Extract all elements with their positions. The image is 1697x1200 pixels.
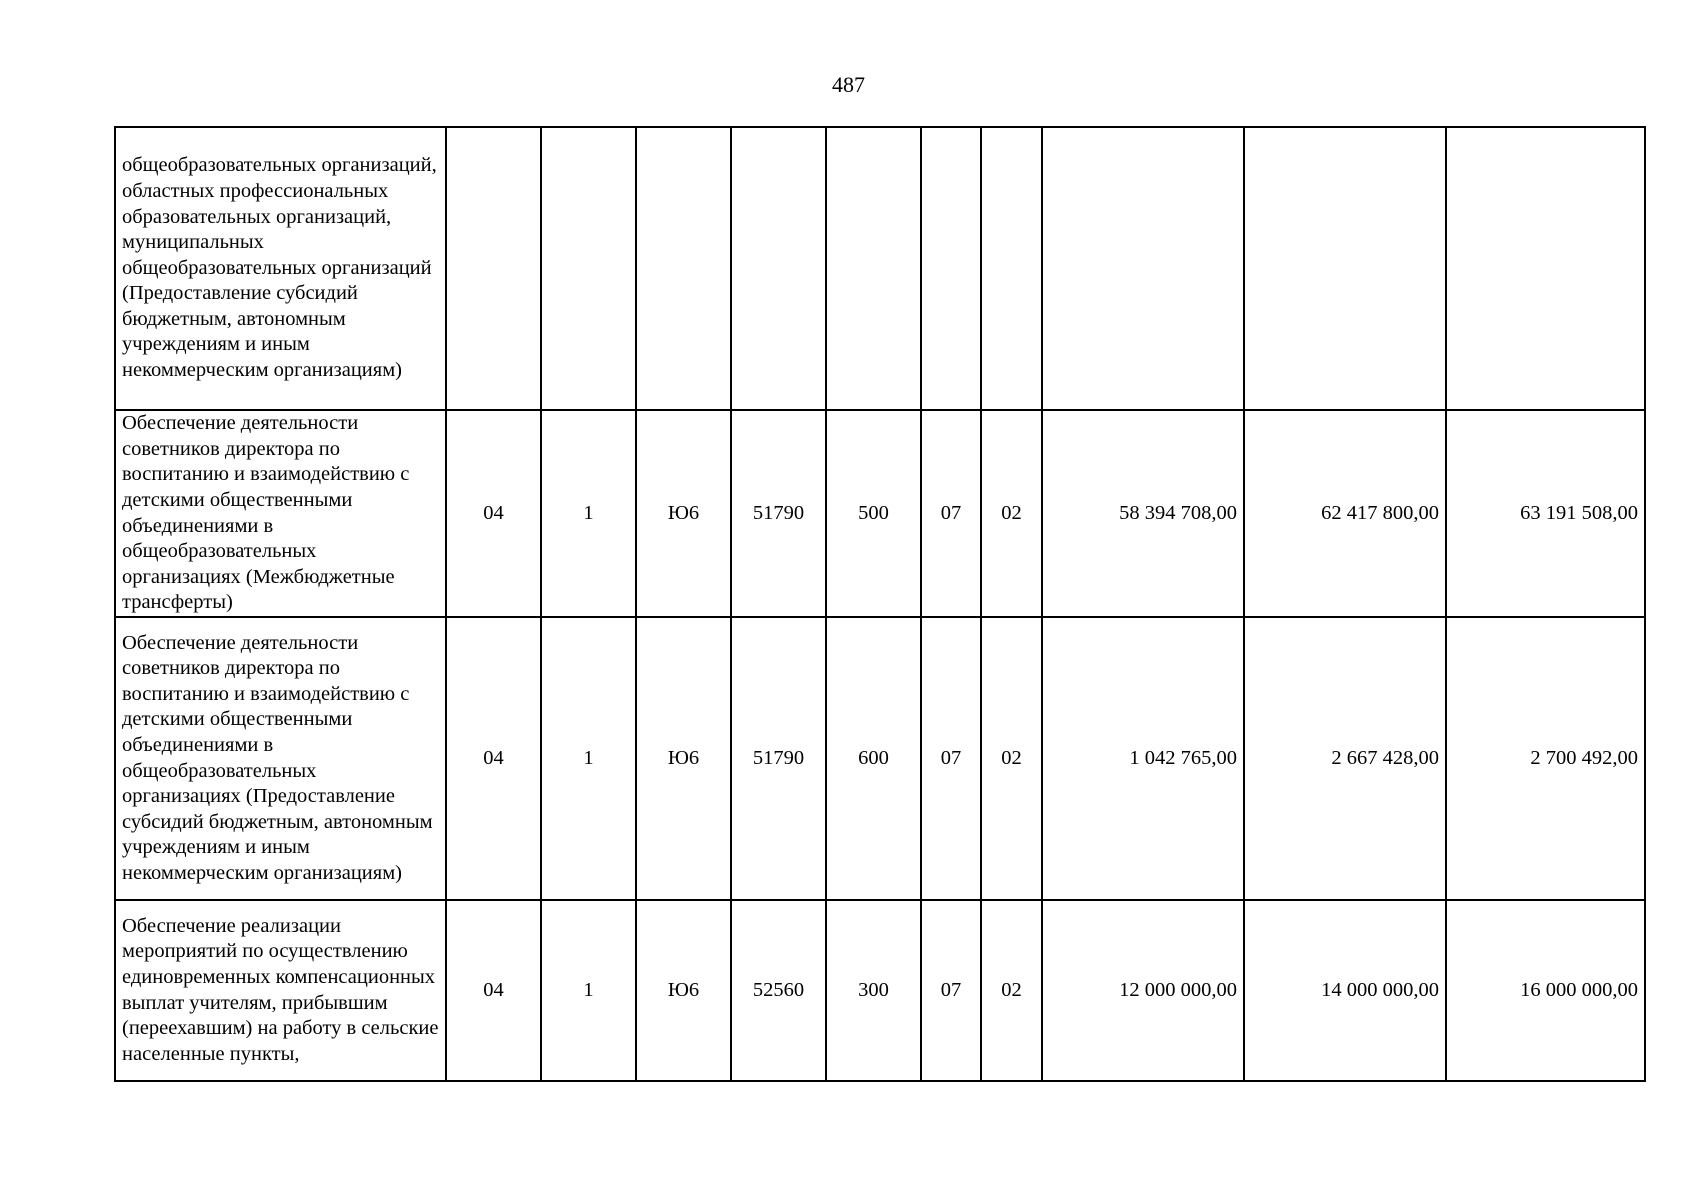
amount-2-cell (1244, 127, 1446, 410)
project-code-cell: Ю6 (636, 617, 731, 900)
row-name-cell: Обеспечение реализации мероприятий по осуществлению единовременных компенсационных выплат учителям, прибывшим (переехавшим) на работу в сельские населенные пункты, (115, 900, 446, 1081)
expense-type-cell (826, 127, 921, 410)
amount-1-cell: 12 000 000,00 (1042, 900, 1244, 1081)
subsection-cell: 02 (981, 617, 1042, 900)
project-code-cell: Ю6 (636, 900, 731, 1081)
amount-3-cell: 2 700 492,00 (1446, 617, 1645, 900)
project-code-cell (636, 127, 731, 410)
amount-1-cell: 1 042 765,00 (1042, 617, 1244, 900)
subsection-cell: 02 (981, 900, 1042, 1081)
row-name-cell: Обеспечение деятельности советников директора по воспитанию и взаимодействию с детскими общественными объединениями в общеобразовательных организациях (Предоставление субсидий бюджетным, автономным учреждениям и иным некоммерческим организациям) (115, 617, 446, 900)
subsection-cell (981, 127, 1042, 410)
amount-2-cell: 14 000 000,00 (1244, 900, 1446, 1081)
budget-table (114, 126, 1646, 1082)
row-name-cell: Обеспечение деятельности советников директора по воспитанию и взаимодействию с детскими общественными объединениями в общеобразовательных организациях (Межбюджетные трансферты) (115, 410, 446, 617)
project-code-cell: Ю6 (636, 410, 731, 617)
table-row (115, 410, 1645, 617)
subprogram-code-cell: 1 (541, 900, 636, 1081)
table-row (115, 900, 1645, 1081)
subprogram-code-cell: 1 (541, 617, 636, 900)
program-code-cell: 04 (446, 617, 541, 900)
section-cell: 07 (921, 410, 981, 617)
section-cell: 07 (921, 900, 981, 1081)
expense-type-cell: 500 (826, 410, 921, 617)
subprogram-code-cell: 1 (541, 410, 636, 617)
direction-code-cell: 51790 (731, 410, 826, 617)
table-row (115, 617, 1645, 900)
program-code-cell (446, 127, 541, 410)
amount-3-cell: 63 191 508,00 (1446, 410, 1645, 617)
section-cell: 07 (921, 617, 981, 900)
direction-code-cell: 51790 (731, 617, 826, 900)
direction-code-cell (731, 127, 826, 410)
subprogram-code-cell (541, 127, 636, 410)
amount-3-cell (1446, 127, 1645, 410)
page-number: 487 (832, 72, 865, 97)
amount-3-cell: 16 000 000,00 (1446, 900, 1645, 1081)
row-name-cell: общеобразовательных организаций, областных профессиональных образовательных организаций, муниципальных общеобразовательных организаций (Предоставление субсидий бюджетным, автономным учреждениям и иным некоммерческим организациям) (115, 127, 446, 410)
expense-type-cell: 600 (826, 617, 921, 900)
amount-2-cell: 2 667 428,00 (1244, 617, 1446, 900)
subsection-cell: 02 (981, 410, 1042, 617)
amount-2-cell: 62 417 800,00 (1244, 410, 1446, 617)
amount-1-cell: 58 394 708,00 (1042, 410, 1244, 617)
program-code-cell: 04 (446, 900, 541, 1081)
table-row (115, 127, 1645, 410)
direction-code-cell: 52560 (731, 900, 826, 1081)
expense-type-cell: 300 (826, 900, 921, 1081)
program-code-cell: 04 (446, 410, 541, 617)
amount-1-cell (1042, 127, 1244, 410)
section-cell (921, 127, 981, 410)
